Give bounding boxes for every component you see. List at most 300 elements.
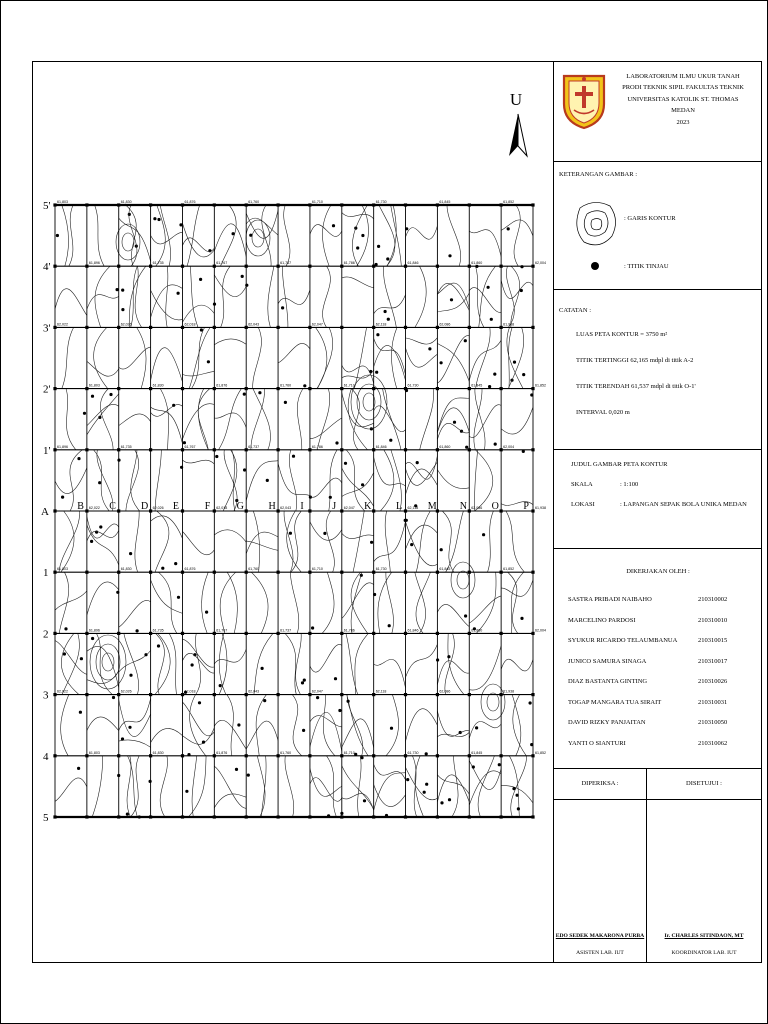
approver-role: KOORDINATOR LAB. IUT bbox=[671, 950, 737, 956]
grid-point bbox=[149, 448, 152, 451]
survey-point bbox=[261, 667, 264, 670]
grid-point bbox=[53, 632, 56, 635]
contour-line bbox=[214, 224, 246, 257]
contour-line bbox=[268, 266, 274, 327]
contour-line bbox=[251, 389, 265, 450]
survey-point bbox=[344, 462, 347, 465]
grid-point bbox=[245, 754, 248, 757]
note-interval: INTERVAL 0,020 m bbox=[576, 409, 630, 416]
elevation-label: 61,830 bbox=[152, 383, 164, 388]
survey-point bbox=[116, 288, 119, 291]
contour-line bbox=[322, 572, 334, 633]
grid-point bbox=[340, 693, 343, 696]
contour-line bbox=[119, 700, 151, 737]
grid-point bbox=[531, 571, 534, 574]
survey-point bbox=[513, 361, 516, 364]
grid-point bbox=[500, 509, 503, 512]
elevation-label: 61,860 bbox=[471, 261, 483, 266]
contour-line bbox=[469, 721, 501, 738]
contour-line bbox=[190, 266, 198, 327]
row-label: 4' bbox=[43, 261, 51, 274]
grid-point bbox=[181, 754, 184, 757]
survey-point bbox=[281, 306, 284, 309]
grid-point bbox=[245, 265, 248, 268]
grid-point bbox=[308, 509, 311, 512]
elevation-label: 61,846 bbox=[407, 261, 419, 266]
elevation-label: 61,760 bbox=[280, 383, 292, 388]
elevation-label: 62,004 bbox=[535, 261, 546, 266]
survey-point bbox=[232, 232, 235, 235]
header-line: UNIVERSITAS KATOLIK ST. THOMAS bbox=[627, 95, 739, 103]
survey-point bbox=[329, 496, 332, 499]
elevation-label: 61,803 bbox=[57, 567, 68, 572]
survey-point bbox=[370, 541, 373, 544]
contour-line bbox=[296, 633, 302, 694]
legend-title: KETERANGAN GAMBAR : bbox=[559, 171, 637, 178]
grid-point bbox=[149, 326, 152, 329]
survey-point bbox=[440, 361, 443, 364]
contour-line bbox=[437, 283, 469, 310]
grid-point bbox=[213, 815, 216, 818]
approver-name: Ir. CHARLES SITINDAON, MT bbox=[664, 933, 744, 939]
contour-line bbox=[192, 327, 205, 388]
elevation-label: 61,860 bbox=[439, 444, 451, 449]
column-letter: J bbox=[332, 501, 337, 512]
contour-line bbox=[476, 266, 484, 327]
grid-point bbox=[372, 632, 375, 635]
elevation-label: 61,803 bbox=[88, 750, 100, 755]
elevation-label: 61,876 bbox=[216, 383, 228, 388]
contour-line bbox=[151, 348, 183, 382]
header-text bbox=[608, 71, 758, 128]
elevation-label: 62,043 bbox=[248, 689, 260, 694]
title-block bbox=[553, 62, 762, 962]
survey-point bbox=[185, 790, 188, 793]
survey-point bbox=[157, 644, 160, 647]
survey-point bbox=[387, 318, 390, 321]
contour-line bbox=[188, 756, 206, 817]
contour-line bbox=[287, 511, 302, 572]
elevation-label: 61,803 bbox=[57, 200, 68, 204]
point-symbol-icon bbox=[591, 262, 599, 270]
grid-point bbox=[531, 326, 534, 329]
elevation-label: 61,852 bbox=[535, 383, 546, 388]
contour-line bbox=[415, 266, 426, 327]
contour-line bbox=[92, 756, 103, 817]
contour-line bbox=[374, 764, 406, 779]
contour-line bbox=[87, 582, 119, 615]
notes-title: CATATAN : bbox=[559, 307, 592, 314]
elevation-label: 62,086 bbox=[471, 506, 483, 510]
contour-line bbox=[183, 639, 215, 667]
grid-point bbox=[213, 203, 216, 206]
skala-value: : 1:100 bbox=[620, 481, 639, 488]
member-nim: 210310031 bbox=[698, 698, 728, 706]
grid-point bbox=[277, 693, 280, 696]
contour-line bbox=[160, 389, 168, 450]
elevation-label: 62,047 bbox=[311, 322, 323, 327]
column-letter: I bbox=[300, 501, 304, 512]
contour-line bbox=[347, 695, 363, 756]
row-label: 2 bbox=[43, 628, 49, 641]
contour-line bbox=[55, 778, 87, 801]
contour-line bbox=[278, 290, 310, 305]
survey-point bbox=[517, 807, 520, 810]
survey-point bbox=[490, 318, 493, 321]
survey-point bbox=[487, 286, 490, 289]
survey-point bbox=[153, 217, 156, 220]
contour-line bbox=[198, 389, 208, 450]
contour-ring bbox=[363, 393, 375, 411]
contour-line bbox=[310, 225, 342, 237]
contour-line bbox=[183, 532, 215, 555]
column-letter: P bbox=[523, 501, 529, 512]
grid-point bbox=[213, 448, 216, 451]
note-highest: TITIK TERTINGGI 62,165 mdpl di titik A-2 bbox=[576, 357, 694, 364]
contour-ring bbox=[102, 653, 114, 671]
contour-line bbox=[284, 511, 293, 572]
contour-line bbox=[119, 740, 151, 747]
elevation-label: 61,735 bbox=[120, 444, 132, 449]
survey-point bbox=[464, 339, 467, 342]
survey-point bbox=[472, 765, 475, 768]
contour-ring bbox=[457, 571, 469, 589]
point-legend-label: : TITIK TINJAU bbox=[624, 263, 669, 270]
survey-point bbox=[360, 756, 363, 759]
elevation-label: 62,018 bbox=[216, 506, 228, 510]
elevation-label: 61,737 bbox=[248, 444, 260, 449]
signature-header-line bbox=[554, 799, 762, 800]
contour-line bbox=[385, 511, 390, 572]
elevation-label: 61,846 bbox=[375, 444, 387, 449]
team-section bbox=[554, 549, 762, 769]
elevation-label: 61,876 bbox=[184, 200, 196, 204]
grid-point bbox=[181, 509, 184, 512]
contour-line bbox=[135, 266, 142, 327]
contour-line bbox=[327, 756, 337, 817]
elevation-label: 61,767 bbox=[184, 444, 196, 449]
elevation-label: 62,018 bbox=[184, 689, 196, 694]
survey-point bbox=[77, 767, 80, 770]
grid-point bbox=[340, 203, 343, 206]
contour-line bbox=[159, 572, 177, 633]
contour-line bbox=[284, 205, 290, 266]
survey-point bbox=[258, 391, 261, 394]
survey-point bbox=[356, 246, 359, 249]
elevation-label: 61,852 bbox=[535, 750, 546, 755]
contour-line bbox=[95, 205, 105, 266]
grid-point bbox=[117, 815, 120, 818]
contour-line bbox=[290, 572, 299, 633]
contour-line bbox=[446, 511, 464, 572]
contour-line bbox=[151, 516, 183, 539]
contour-line bbox=[183, 460, 215, 464]
contour-line bbox=[285, 756, 294, 817]
contour-ring bbox=[90, 635, 126, 689]
elevation-label: 61,845 bbox=[439, 200, 451, 204]
survey-point bbox=[376, 333, 379, 336]
elevation-label: 61,876 bbox=[184, 567, 196, 572]
survey-point bbox=[99, 525, 102, 528]
contour-line bbox=[214, 720, 246, 749]
contour-line bbox=[374, 521, 406, 562]
contour-line bbox=[416, 511, 430, 572]
contour-line bbox=[310, 478, 342, 497]
judul-label: JUDUL GAMBAR bbox=[571, 461, 622, 468]
contour-line bbox=[66, 389, 76, 450]
contour-line bbox=[469, 230, 501, 257]
elevation-label: 61,830 bbox=[152, 750, 164, 755]
survey-point bbox=[520, 617, 523, 620]
grid-point bbox=[53, 509, 56, 512]
contour-line bbox=[151, 232, 183, 244]
contour-line bbox=[437, 283, 469, 309]
member-name: MARCELINO PARDOSI bbox=[568, 616, 636, 624]
contour-line bbox=[342, 213, 374, 219]
contour-line bbox=[61, 633, 79, 694]
grid-point bbox=[436, 265, 439, 268]
grid-point bbox=[85, 571, 88, 574]
survey-point bbox=[410, 543, 413, 546]
grid-point bbox=[149, 203, 152, 206]
contour-line bbox=[310, 768, 342, 796]
contour-line bbox=[406, 348, 438, 367]
elevation-label: 62,022 bbox=[57, 322, 68, 327]
grid-point bbox=[468, 571, 471, 574]
contour-line bbox=[342, 719, 374, 748]
survey-point bbox=[425, 752, 428, 755]
survey-point bbox=[245, 284, 248, 287]
contour-line bbox=[374, 659, 406, 687]
header-line: MEDAN bbox=[671, 107, 695, 115]
grid-point bbox=[117, 387, 120, 390]
elevation-label: 61,896 bbox=[57, 444, 68, 449]
grid-point bbox=[468, 203, 471, 206]
contour-line bbox=[316, 327, 327, 388]
elevation-label: 61,730 bbox=[375, 567, 387, 572]
contour-ring bbox=[451, 562, 475, 598]
contour-line bbox=[257, 756, 265, 817]
elevation-label: 61,845 bbox=[439, 567, 451, 572]
survey-point bbox=[389, 439, 392, 442]
grid-point bbox=[468, 448, 471, 451]
contour-line bbox=[289, 450, 296, 511]
grid-point bbox=[372, 509, 375, 512]
elevation-label: 61,737 bbox=[280, 261, 292, 266]
contour-line bbox=[55, 591, 87, 610]
survey-point bbox=[423, 791, 426, 794]
contour-line bbox=[119, 600, 151, 627]
survey-point bbox=[128, 213, 131, 216]
contour-line bbox=[469, 646, 501, 690]
skala-label: SKALA bbox=[571, 481, 593, 488]
survey-point bbox=[235, 768, 238, 771]
survey-point bbox=[129, 674, 132, 677]
legend-section bbox=[554, 162, 762, 290]
survey-point bbox=[237, 723, 240, 726]
contour-line bbox=[94, 327, 108, 388]
contour-line bbox=[62, 633, 79, 694]
survey-point bbox=[363, 799, 366, 802]
contour-line bbox=[246, 532, 278, 554]
contour-line bbox=[474, 450, 477, 511]
survey-point bbox=[453, 421, 456, 424]
elevation-label: 61,735 bbox=[152, 628, 164, 633]
contour-line bbox=[343, 450, 365, 511]
row-label: 1' bbox=[43, 444, 51, 457]
contour-ring bbox=[246, 220, 270, 256]
survey-point bbox=[177, 292, 180, 295]
contour-line bbox=[87, 295, 119, 310]
column-letter: C bbox=[109, 501, 116, 512]
contour-line bbox=[437, 775, 469, 794]
survey-point bbox=[301, 681, 304, 684]
elevation-label: 61,896 bbox=[88, 261, 100, 266]
contour-line bbox=[187, 205, 200, 266]
contour-line bbox=[155, 450, 161, 511]
contour-line bbox=[445, 633, 455, 694]
elevation-label: 61,938 bbox=[535, 506, 546, 510]
survey-point bbox=[198, 701, 201, 704]
grid-point bbox=[308, 265, 311, 268]
north-arrow-label: U bbox=[509, 90, 523, 109]
survey-point bbox=[215, 455, 218, 458]
survey-point bbox=[112, 696, 115, 699]
contour-line bbox=[214, 339, 246, 345]
grid-point bbox=[277, 815, 280, 818]
contour-line bbox=[342, 277, 374, 288]
survey-point bbox=[303, 384, 306, 387]
contour-line bbox=[223, 450, 237, 511]
member-nim: 210310026 bbox=[698, 678, 728, 685]
elevation-label: 62,118 bbox=[375, 322, 387, 327]
contour-ring bbox=[487, 693, 499, 711]
contour-line bbox=[119, 218, 151, 261]
survey-point bbox=[375, 371, 378, 374]
survey-point bbox=[428, 347, 431, 350]
header-line: 2023 bbox=[676, 118, 690, 126]
survey-point bbox=[77, 457, 80, 460]
grid-point bbox=[531, 693, 534, 696]
column-letter: D bbox=[141, 501, 149, 512]
contour-line bbox=[317, 327, 332, 388]
survey-point bbox=[334, 677, 337, 680]
elevation-label: 62,022 bbox=[88, 506, 100, 510]
column-letter: M bbox=[427, 501, 437, 512]
grid-point bbox=[213, 571, 216, 574]
contour-line bbox=[501, 280, 533, 299]
survey-point bbox=[121, 737, 124, 740]
column-letter: H bbox=[268, 501, 276, 512]
lokasi-label: LOKASI bbox=[571, 501, 595, 508]
elevation-label: 61,830 bbox=[120, 567, 132, 572]
contour-line bbox=[100, 389, 113, 450]
checker-name: EDO SEDEK MAKARONA PURBA bbox=[555, 933, 645, 939]
row-label: 4 bbox=[43, 750, 49, 763]
contour-line bbox=[183, 728, 215, 745]
elevation-label: 62,026 bbox=[152, 506, 164, 510]
grid-point bbox=[117, 632, 120, 635]
contour-line bbox=[437, 336, 469, 384]
elevation-label: 61,737 bbox=[280, 628, 292, 633]
contour-line bbox=[478, 756, 494, 817]
contour-line bbox=[151, 405, 183, 417]
contour-line bbox=[183, 371, 215, 376]
contour-line bbox=[416, 572, 430, 633]
survey-point bbox=[243, 468, 246, 471]
survey-point bbox=[121, 289, 124, 292]
contour-line bbox=[214, 413, 246, 428]
survey-point bbox=[144, 653, 147, 656]
grid-point bbox=[436, 632, 439, 635]
survey-point bbox=[157, 218, 160, 221]
contour-line bbox=[508, 572, 518, 633]
elevation-label: 61,767 bbox=[216, 261, 228, 266]
grid-point bbox=[500, 754, 503, 757]
survey-point bbox=[174, 562, 177, 565]
contour-line bbox=[183, 653, 215, 673]
column-letter: E bbox=[172, 501, 180, 512]
contour-line bbox=[253, 327, 262, 388]
contour-line bbox=[442, 511, 454, 572]
contour-line bbox=[374, 785, 406, 807]
contour-line bbox=[292, 695, 302, 756]
contour-line bbox=[246, 461, 278, 501]
drawing-info-section bbox=[554, 450, 762, 549]
grid-point bbox=[117, 509, 120, 512]
survey-point bbox=[126, 813, 129, 816]
contour-line bbox=[323, 695, 335, 756]
judul-value: : PETA KONTUR bbox=[620, 461, 668, 468]
survey-point bbox=[109, 393, 112, 396]
member-name: TOGAP MANGARA TUA SIRAIT bbox=[568, 698, 662, 706]
grid-point bbox=[245, 387, 248, 390]
contour-line bbox=[246, 721, 278, 749]
elevation-label: 61,786 bbox=[343, 628, 355, 633]
contour-line bbox=[214, 794, 246, 808]
survey-point bbox=[311, 626, 314, 629]
survey-point bbox=[200, 328, 203, 331]
contour-line bbox=[282, 266, 288, 327]
contour-line bbox=[285, 633, 296, 694]
grid-point bbox=[117, 754, 120, 757]
grid-point bbox=[53, 387, 56, 390]
grid-point bbox=[308, 815, 311, 818]
grid-point bbox=[181, 632, 184, 635]
survey-point bbox=[83, 412, 86, 415]
survey-point bbox=[448, 798, 451, 801]
elevation-label: 61,860 bbox=[471, 628, 483, 633]
contour-line bbox=[160, 756, 167, 817]
grid-point bbox=[404, 326, 407, 329]
survey-point bbox=[98, 481, 101, 484]
survey-point bbox=[522, 373, 525, 376]
grid-point bbox=[277, 571, 280, 574]
grid-point bbox=[468, 693, 471, 696]
contour-line bbox=[129, 266, 146, 327]
grid-point bbox=[85, 815, 88, 818]
contour-line bbox=[374, 295, 406, 314]
grid-point bbox=[500, 632, 503, 635]
grid-point bbox=[149, 571, 152, 574]
elevation-label: 62,004 bbox=[535, 628, 546, 633]
survey-point bbox=[464, 614, 467, 617]
member-name: SYUKUR RICARDO TELAUMBANUA bbox=[568, 637, 678, 644]
row-label: 3 bbox=[43, 689, 49, 702]
contour-line bbox=[183, 404, 215, 439]
survey-point bbox=[199, 278, 202, 281]
contour-line bbox=[253, 511, 259, 572]
